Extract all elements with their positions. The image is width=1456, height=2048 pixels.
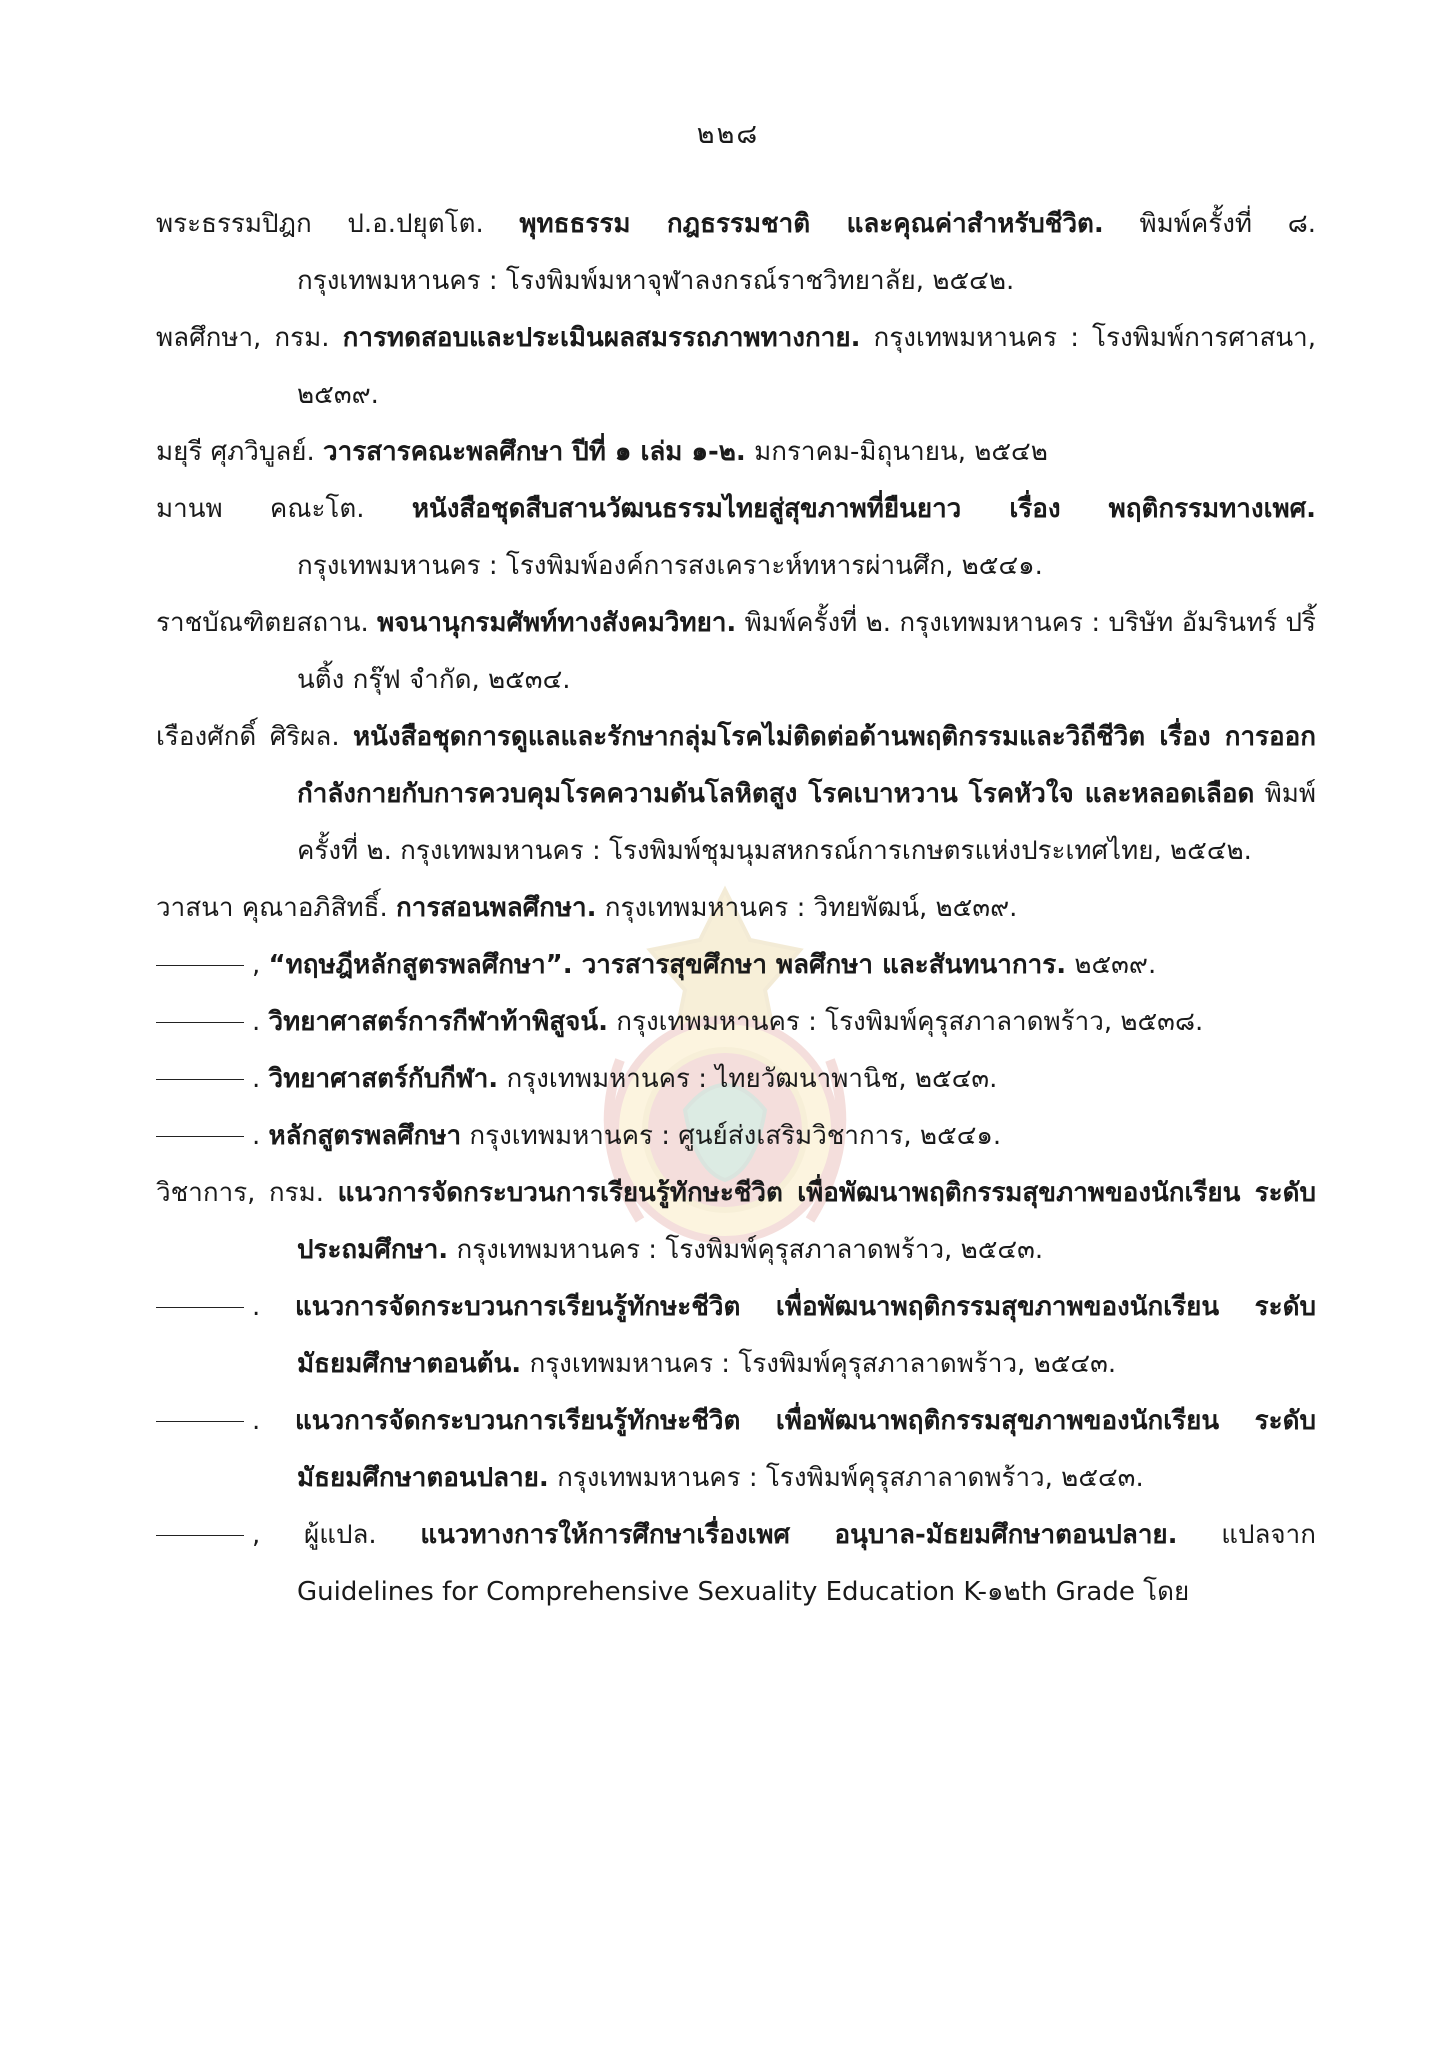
bibliography-entry (156, 1165, 1316, 1279)
ibid-dash (156, 1022, 244, 1023)
entry-author: ราชบัณฑิตยสถาน. (156, 608, 369, 638)
entry-title: วารสารคณะพลศึกษา ปีที่ ๑ เล่ม ๑-๒. (323, 437, 746, 467)
entry-title: หนังสือชุดการดูแลและรักษากลุ่มโรคไม่ติดต่อด้านพฤติกรรมและวิถีชีวิต เรื่อง การออกกำลังกายกับการควบคุมโรคความดันโลหิตสูง โรคเบาหวาน โรคหัวใจ และหลอดเลือด (297, 722, 1316, 809)
bibliography-entry (156, 424, 1316, 481)
entry-details: แปลจาก Guidelines for Comprehensive Sexuality Education K-๑๒th Grade โดย (297, 1520, 1317, 1607)
entry-details: กรุงเทพมหานคร : โรงพิมพ์คุรุสภาลาดพร้าว, ๒๕๔๓. (557, 1463, 1144, 1493)
entry-author: . (252, 1406, 261, 1436)
entry-title: หลักสูตรพลศึกษา (268, 1121, 462, 1151)
entry-details: มกราคม-มิถุนายน, ๒๕๔๒ (754, 437, 1048, 467)
ibid-dash (156, 1307, 244, 1308)
bibliography-entry (156, 880, 1316, 937)
entry-title: วิทยาศาสตร์การกีฬาท้าพิสูจน์. (268, 1007, 608, 1037)
ibid-dash (156, 1535, 244, 1536)
bibliography-entry (156, 994, 1316, 1051)
entry-author: วิชาการ, กรม. (156, 1178, 325, 1208)
entry-title: แนวทางการให้การศึกษาเรื่องเพศ อนุบาล-มัธยมศึกษาตอนปลาย. (420, 1520, 1178, 1550)
bibliography-list (156, 196, 1316, 1621)
entry-author: , ผู้แปล. (252, 1520, 377, 1550)
entry-author: . (252, 1121, 261, 1151)
entry-title: การสอนพลศึกษา. (395, 893, 597, 923)
entry-details: กรุงเทพมหานคร : โรงพิมพ์การศาสนา, ๒๕๓๙. (297, 323, 1317, 410)
bibliography-entry (156, 1108, 1316, 1165)
entry-details: กรุงเทพมหานคร : วิทยพัฒน์, ๒๕๓๙. (604, 893, 1018, 923)
entry-author: มยุรี ศุภวิบูลย์. (156, 437, 315, 467)
bibliography-entry (156, 937, 1316, 994)
bibliography-entry (156, 1051, 1316, 1108)
bibliography-entry (156, 1393, 1316, 1507)
ibid-dash (156, 1136, 244, 1137)
entry-author: . (252, 1007, 261, 1037)
entry-details: พิมพ์ครั้งที่ ๒. กรุงเทพมหานคร : โรงพิมพ์ชุมนุมสหกรณ์การเกษตรแห่งประเทศไทย, ๒๕๔๒. (297, 779, 1316, 866)
entry-title: พจนานุกรมศัพท์ทางสังคมวิทยา. (377, 608, 737, 638)
entry-author: วาสนา คุณาอภิสิทธิ์. (156, 893, 388, 923)
entry-details: กรุงเทพมหานคร : ไทยวัฒนาพานิช, ๒๕๔๓. (506, 1064, 998, 1094)
ibid-dash (156, 1421, 244, 1422)
entry-details: กรุงเทพมหานคร : โรงพิมพ์คุรุสภาลาดพร้าว, ๒๕๔๓. (529, 1349, 1117, 1379)
entry-title: พุทธธรรม กฎธรรมชาติ และคุณค่าสำหรับชีวิต. (519, 209, 1104, 239)
entry-author: เรืองศักดิ์ ศิริผล. (156, 722, 340, 752)
entry-details: กรุงเทพมหานคร : โรงพิมพ์คุรุสภาลาดพร้าว, ๒๕๓๘. (616, 1007, 1204, 1037)
entry-title: หนังสือชุดสืบสานวัฒนธรรมไทยสู่สุขภาพที่ยืนยาว เรื่อง พฤติกรรมทางเพศ. (411, 494, 1317, 524)
bibliography-entry (156, 196, 1316, 310)
entry-title: แนวการจัดกระบวนการเรียนรู้ทักษะชีวิต เพื่อพัฒนาพฤติกรรมสุขภาพของนักเรียน ระดับมัธยมศึกษาตอนปลาย. (295, 1406, 1316, 1493)
bibliography-entry (156, 310, 1316, 424)
bibliography-entry (156, 595, 1316, 709)
entry-title: แนวการจัดกระบวนการเรียนรู้ทักษะชีวิต เพื่อพัฒนาพฤติกรรมสุขภาพของนักเรียน ระดับประถมศึกษา. (297, 1178, 1317, 1265)
entry-details: พิมพ์ครั้งที่ ๒. กรุงเทพมหานคร : บริษัท อัมรินทร์ ปริ้นติ้ง กรุ๊ฟ จำกัด, ๒๕๓๔. (297, 608, 1317, 695)
entry-details: กรุงเทพมหานคร : โรงพิมพ์คุรุสภาลาดพร้าว, ๒๕๔๓. (456, 1235, 1044, 1265)
bibliography-entry (156, 1279, 1316, 1393)
entry-title: การทดสอบและประเมินผลสมรรถภาพทางกาย. (342, 323, 861, 353)
bibliography-entry (156, 481, 1316, 595)
entry-title: วิทยาศาสตร์กับกีฬา. (268, 1064, 499, 1094)
entry-author: . (252, 1064, 261, 1094)
entry-details: ๒๕๓๙. (1074, 950, 1157, 980)
entry-details: กรุงเทพมหานคร : ศูนย์ส่งเสริมวิชาการ, ๒๕๔๑. (469, 1121, 1002, 1151)
entry-title: “ทฤษฎีหลักสูตรพลศึกษา”. วารสารสุขศึกษา พลศึกษา และสันทนาการ. (268, 950, 1067, 980)
ibid-dash (156, 965, 244, 966)
page-number: ๒๒๘ (696, 119, 760, 150)
entry-author: . (252, 1292, 261, 1322)
entry-author: พลศึกษา, กรม. (156, 323, 330, 353)
bibliography-entry (156, 709, 1316, 880)
entry-author: , (252, 950, 261, 980)
entry-author: มานพ คณะโต. (156, 494, 365, 524)
entry-author: พระธรรมปิฎก ป.อ.ปยุตโต. (156, 209, 484, 239)
entry-details: พิมพ์ครั้งที่ ๘. กรุงเทพมหานคร : โรงพิมพ์มหาจุฬาลงกรณ์ราชวิทยาลัย, ๒๕๔๒. (297, 209, 1317, 296)
ibid-dash (156, 1079, 244, 1080)
bibliography-entry (156, 1507, 1316, 1621)
entry-title: แนวการจัดกระบวนการเรียนรู้ทักษะชีวิต เพื่อพัฒนาพฤติกรรมสุขภาพของนักเรียน ระดับมัธยมศึกษาตอนต้น. (295, 1292, 1316, 1379)
entry-details: กรุงเทพมหานคร : โรงพิมพ์องค์การสงเคราะห์ทหารผ่านศึก, ๒๕๔๑. (297, 551, 1043, 581)
